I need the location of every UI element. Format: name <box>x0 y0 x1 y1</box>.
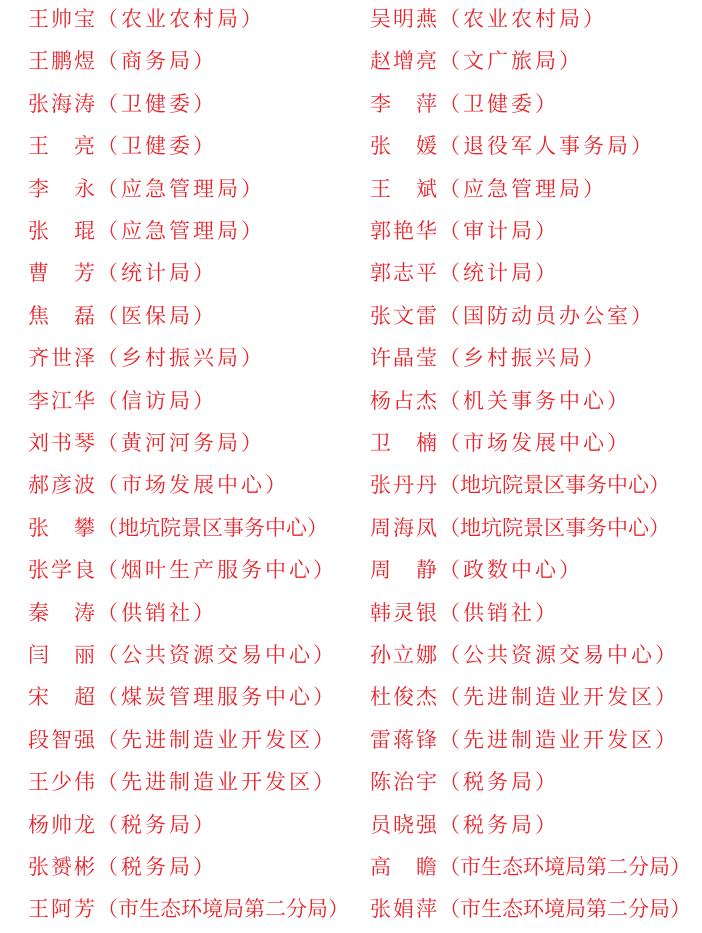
roster-entry-left <box>28 592 217 634</box>
department-label: （税务局） <box>97 855 217 879</box>
roster-entry-right <box>370 337 607 379</box>
roster-row <box>0 761 702 803</box>
roster-row <box>0 422 702 464</box>
person-name: 王 斌 <box>370 176 439 201</box>
department-label: （农业农村局） <box>97 7 265 31</box>
person-name: 李 萍 <box>370 91 439 116</box>
roster-entry-left <box>28 295 217 337</box>
person-name: 杜俊杰 <box>370 685 439 710</box>
person-name: 卫 楠 <box>370 431 439 455</box>
department-label: （文广旅局） <box>439 49 583 74</box>
roster-row <box>0 210 702 252</box>
roster-entry-left <box>28 549 337 591</box>
person-name: 雷蒋锋 <box>370 727 439 752</box>
roster-row <box>0 40 702 82</box>
roster-entry-right <box>370 507 670 549</box>
roster-entry-right <box>370 592 559 634</box>
person-name: 焦 磊 <box>28 303 97 328</box>
person-name: 周海凤 <box>370 515 439 540</box>
department-label: （应急管理局） <box>439 176 607 201</box>
department-label: （市场发展中心） <box>97 473 289 498</box>
department-label: （税务局） <box>97 812 217 837</box>
roster-entry-right <box>370 168 607 210</box>
roster-entry-left <box>28 676 337 718</box>
person-name: 员晓强 <box>370 812 439 837</box>
roster-row <box>0 83 702 125</box>
roster-row <box>0 676 702 718</box>
roster-entry-left <box>28 125 217 167</box>
roster-row <box>0 0 702 40</box>
roster-entry-left <box>28 464 289 506</box>
department-label: （市场发展中心） <box>439 431 631 455</box>
roster-row <box>0 804 702 846</box>
person-name: 张 媛 <box>370 134 439 159</box>
roster-entry-left <box>28 40 217 82</box>
roster-entry-right <box>370 634 679 676</box>
person-name: 李 永 <box>28 176 97 201</box>
roster-row <box>0 888 702 930</box>
department-label: （市生态环境局第二分局） <box>439 855 691 879</box>
person-name: 秦 涛 <box>28 600 97 625</box>
department-label: （退役军人事务局） <box>439 134 655 159</box>
roster-row <box>0 634 702 676</box>
roster-row <box>0 380 702 422</box>
roster-entry-right <box>370 252 559 294</box>
roster-entry-right <box>370 549 583 591</box>
roster-entry-left <box>28 846 217 888</box>
roster-entry-left <box>28 210 265 252</box>
department-label: （先进制造业开发区） <box>97 727 337 752</box>
person-name: 杨帅龙 <box>28 812 97 837</box>
person-name: 韩灵银 <box>370 600 439 625</box>
person-name: 曹 芳 <box>28 261 97 286</box>
department-label: （地坑院景区事务中心） <box>97 515 328 540</box>
roster-row <box>0 125 702 167</box>
roster-row <box>0 846 702 888</box>
roster-row <box>0 295 702 337</box>
roster-entry-right <box>370 0 607 40</box>
person-name: 高 瞻 <box>370 855 439 879</box>
roster-entry-right <box>370 125 655 167</box>
department-label: （应急管理局） <box>97 219 265 243</box>
person-name: 张丹丹 <box>370 473 439 498</box>
person-name: 张学良 <box>28 558 97 583</box>
person-name: 郝彦波 <box>28 473 97 498</box>
roster-entry-left <box>28 804 217 846</box>
department-label: （医保局） <box>97 303 217 328</box>
person-name: 王帅宝 <box>28 7 97 31</box>
department-label: （公共资源交易中心） <box>439 643 679 667</box>
person-name: 杨占杰 <box>370 388 439 413</box>
roster-row <box>0 507 702 549</box>
department-label: （先进制造业开发区） <box>439 685 679 710</box>
person-name: 赵增亮 <box>370 49 439 74</box>
department-label: （供销社） <box>97 600 217 625</box>
department-label: （市生态环境局第二分局） <box>439 897 691 922</box>
person-name: 许晶莹 <box>370 346 439 371</box>
department-label: （卫健委） <box>439 91 559 116</box>
person-name: 刘书琴 <box>28 431 97 455</box>
department-label: （乡村振兴局） <box>97 346 265 371</box>
department-label: （公共资源交易中心） <box>97 643 337 667</box>
roster-entry-left <box>28 634 337 676</box>
person-name: 闫 丽 <box>28 643 97 667</box>
department-label: （先进制造业开发区） <box>439 727 679 752</box>
roster-entry-right <box>370 719 679 761</box>
person-name: 周 静 <box>370 558 439 583</box>
roster-entry-right <box>370 83 559 125</box>
roster-entry-left <box>28 719 337 761</box>
roster-entry-left <box>28 380 217 422</box>
person-name: 王鹏煜 <box>28 49 97 74</box>
department-label: （税务局） <box>439 770 559 795</box>
department-label: （先进制造业开发区） <box>97 770 337 795</box>
department-label: （市生态环境局第二分局） <box>97 897 349 922</box>
person-name: 王少伟 <box>28 770 97 795</box>
roster-entry-left <box>28 761 337 803</box>
department-label: （供销社） <box>439 600 559 625</box>
roster-row <box>0 168 702 210</box>
roster-row <box>0 252 702 294</box>
person-name: 齐世泽 <box>28 346 97 371</box>
roster-entry-left <box>28 337 265 379</box>
roster-entry-left <box>28 252 217 294</box>
person-name: 吴明燕 <box>370 7 439 31</box>
person-name: 孙立娜 <box>370 643 439 667</box>
person-name: 陈治宇 <box>370 770 439 795</box>
roster-entry-right <box>370 761 559 803</box>
department-label: （税务局） <box>439 812 559 837</box>
roster-entry-right <box>370 804 559 846</box>
roster-entry-right <box>370 676 679 718</box>
department-label: （煤炭管理服务中心） <box>97 685 337 710</box>
roster-entry-left <box>28 83 217 125</box>
department-label: （政数中心） <box>439 558 583 583</box>
person-name: 张 攀 <box>28 515 97 540</box>
roster-row <box>0 337 702 379</box>
roster-entry-right <box>370 210 559 252</box>
roster-entry-right <box>370 380 631 422</box>
person-name: 郭志平 <box>370 261 439 286</box>
department-label: （国防动员办公室） <box>439 303 655 328</box>
department-label: （商务局） <box>97 49 217 74</box>
roster-entry-left <box>28 507 328 549</box>
department-label: （地坑院景区事务中心） <box>439 515 670 540</box>
department-label: （应急管理局） <box>97 176 265 201</box>
department-label: （审计局） <box>439 219 559 243</box>
department-label: （地坑院景区事务中心） <box>439 473 670 498</box>
department-label: （农业农村局） <box>439 7 607 31</box>
roster-row <box>0 592 702 634</box>
roster-entry-right <box>370 888 691 930</box>
person-name: 张赟彬 <box>28 855 97 879</box>
roster-row <box>0 464 702 506</box>
department-label: （统计局） <box>439 261 559 286</box>
roster-row <box>0 719 702 761</box>
person-name: 张海涛 <box>28 91 97 116</box>
department-label: （统计局） <box>97 261 217 286</box>
roster-entry-right <box>370 295 655 337</box>
department-label: （卫健委） <box>97 134 217 159</box>
roster-entry-right <box>370 464 670 506</box>
department-label: （机关事务中心） <box>439 388 631 413</box>
roster-entry-left <box>28 422 265 464</box>
roster-entry-right <box>370 846 691 888</box>
department-label: （黄河河务局） <box>97 431 265 455</box>
department-label: （烟叶生产服务中心） <box>97 558 337 583</box>
person-name: 张 琨 <box>28 219 97 243</box>
person-name: 李江华 <box>28 388 97 413</box>
roster-entry-right <box>370 422 631 464</box>
person-name: 王 亮 <box>28 134 97 159</box>
roster-entry-left <box>28 0 265 40</box>
person-name: 段智强 <box>28 727 97 752</box>
person-name: 宋 超 <box>28 685 97 710</box>
department-label: （乡村振兴局） <box>439 346 607 371</box>
roster-row <box>0 549 702 591</box>
person-name: 张文雷 <box>370 303 439 328</box>
person-name: 郭艳华 <box>370 219 439 243</box>
department-label: （卫健委） <box>97 91 217 116</box>
roster-entry-left <box>28 168 265 210</box>
roster-entry-right <box>370 40 583 82</box>
roster-entry-left <box>28 888 349 930</box>
person-name: 王阿芳 <box>28 897 97 922</box>
department-label: （信访局） <box>97 388 217 413</box>
person-name: 张娟萍 <box>370 897 439 922</box>
